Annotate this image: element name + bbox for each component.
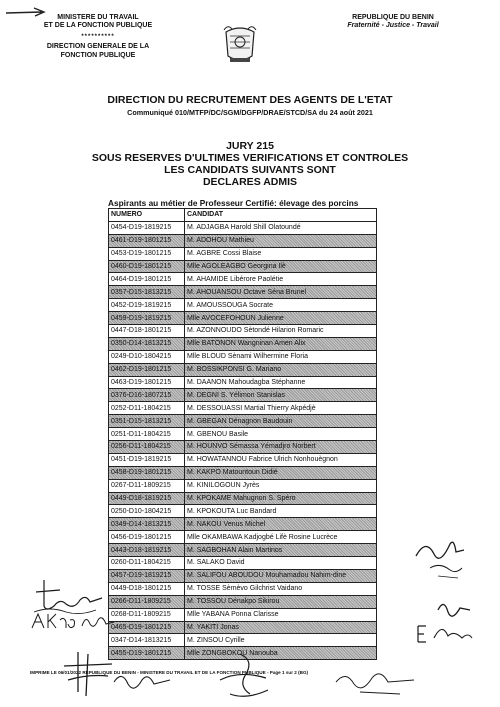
candidate-name: Mlle ZONGBOKOU Nanouba xyxy=(185,647,377,660)
table-row xyxy=(109,428,377,441)
candidate-name: M. AZONNOUDO Sètondé Hilarion Romaric xyxy=(185,325,377,338)
candidate-name: M. AMOUSSOUGA Socrate xyxy=(185,299,377,312)
table-row xyxy=(109,569,377,582)
candidate-name: M. GBEGAN Dénagnon Baudouin xyxy=(185,415,377,428)
column-header-numero: NUMERO xyxy=(109,209,185,222)
signature-bottom-right xyxy=(330,660,420,700)
table-row xyxy=(109,621,377,634)
ministry-line-1: MINISTERE DU TRAVAIL xyxy=(57,14,139,21)
jury-number: JURY 215 xyxy=(226,140,274,152)
candidate-number: 0267-D11-1809215 xyxy=(109,479,185,492)
table-row xyxy=(109,453,377,466)
signature-left-name xyxy=(28,608,118,634)
table-row xyxy=(109,221,377,234)
republic-name: REPUBLIQUE DU BENIN xyxy=(352,14,434,21)
candidate-number: 0376-D16-1807215 xyxy=(109,389,185,402)
candidate-name: M. DAANON Mahoudagba Stéphanne xyxy=(185,376,377,389)
table-row xyxy=(109,492,377,505)
candidate-number: 0266-D11-1809215 xyxy=(109,595,185,608)
candidate-number: 0449-D18-1819215 xyxy=(109,492,185,505)
direction-line-2: FONCTION PUBLIQUE xyxy=(60,51,136,59)
table-row xyxy=(109,466,377,479)
candidate-number: 0454-D19-1819215 xyxy=(109,221,185,234)
candidate-number: 0462-D19-1801215 xyxy=(109,363,185,376)
table-row xyxy=(109,389,377,402)
candidate-name: M. KAKPO Matountoun Didié xyxy=(185,466,377,479)
candidate-number: 0250-D10-1804215 xyxy=(109,505,185,518)
candidate-name: Mlle AVOCEFOHOUN Julienne xyxy=(185,312,377,325)
signature-bottom-center xyxy=(210,650,280,706)
candidate-number: 0452-D19-1819215 xyxy=(109,299,185,312)
table-row xyxy=(109,402,377,415)
table-row xyxy=(109,557,377,570)
candidate-number: 0463-D19-1801215 xyxy=(109,376,185,389)
candidate-number: 0251-D11-1804215 xyxy=(109,428,185,441)
table-header-row xyxy=(109,209,377,222)
candidate-name: M. KPOKOUTA Luc Bandard xyxy=(185,505,377,518)
signature-bottom-left xyxy=(58,646,178,704)
table-row xyxy=(109,582,377,595)
candidate-name: M. BOSSIKPONSI G. Mariano xyxy=(185,363,377,376)
candidate-number: 0453-D19-1801215 xyxy=(109,247,185,260)
table-row xyxy=(109,595,377,608)
jury-admitted-line: DECLARES ADMIS xyxy=(202,176,298,188)
candidate-name: M. ZINSOU Cyrille xyxy=(185,634,377,647)
direction-line-1: DIRECTION GENERALE DE LA xyxy=(46,43,150,51)
candidate-number: 0451-D19-1819215 xyxy=(109,453,185,466)
signature-right-bottom xyxy=(412,596,476,648)
candidate-number: 0456-D19-1801215 xyxy=(109,531,185,544)
candidate-number: 0443-D18-1819215 xyxy=(109,544,185,557)
column-header-candidat: CANDIDAT xyxy=(185,209,377,222)
republic-motto: Fraternité - Justice - Travail xyxy=(347,22,439,30)
table-row xyxy=(109,518,377,531)
candidate-number: 0351-D15-1813215 xyxy=(109,415,185,428)
ministry-line-2: ET DE LA FONCTION PUBLIQUE xyxy=(43,22,153,30)
candidate-name: M. DESSOUASSI Martial Thierry Akpédjè xyxy=(185,402,377,415)
table-row xyxy=(109,260,377,273)
candidate-number: 0465-D19-1801215 xyxy=(109,621,185,634)
table-row xyxy=(109,337,377,350)
candidate-number: 0357-D15-1813215 xyxy=(109,286,185,299)
candidate-number: 0447-D18-1801215 xyxy=(109,325,185,338)
jury-heading xyxy=(0,140,500,188)
table-row xyxy=(109,415,377,428)
ministry-header xyxy=(28,14,168,60)
jury-reserve-line: SOUS RESERVES D'ULTIMES VERIFICATIONS ET CONTROLES xyxy=(91,152,409,164)
communique-reference: Communiqué 010/MTFP/DC/SGM/DGFP/DRAE/STCD/SA du 24 août 2021 xyxy=(127,108,373,117)
table-body xyxy=(109,221,377,659)
table-row xyxy=(109,363,377,376)
candidate-name: M. ADOHOU Mathieu xyxy=(185,234,377,247)
candidate-name: M. SAGBOHAN Alain Martinos xyxy=(185,544,377,557)
candidate-number: 0349-D14-1813215 xyxy=(109,518,185,531)
table-row xyxy=(109,505,377,518)
candidate-number: 0455-D19-1801215 xyxy=(109,647,185,660)
candidate-name: M. AHAMIDE Libérore Paolétie xyxy=(185,273,377,286)
candidate-number: 0460-D19-1801215 xyxy=(109,260,185,273)
table-row xyxy=(109,634,377,647)
candidate-name: M. DEGNI S. Yélimon Stanislas xyxy=(185,389,377,402)
republic-seal-icon xyxy=(222,22,258,66)
candidate-number: 0457-D19-1819215 xyxy=(109,569,185,582)
table-row xyxy=(109,531,377,544)
table-row xyxy=(109,299,377,312)
candidate-name: M. TOSSOU Dénakpo Sikirou xyxy=(185,595,377,608)
candidate-name: M. KPOKAME Mahugnon S. Spéro xyxy=(185,492,377,505)
candidate-name: M. YAKITI Jonas xyxy=(185,621,377,634)
candidate-number: 0350-D14-1813215 xyxy=(109,337,185,350)
table-row xyxy=(109,273,377,286)
table-row xyxy=(109,247,377,260)
header-separator: ********** xyxy=(81,33,115,40)
candidate-name: M. AHOUANSOU Octave Séna Brunel xyxy=(185,286,377,299)
admitted-candidates-table xyxy=(108,208,377,660)
candidate-name: M. KINILOGOUN Jyrès xyxy=(185,479,377,492)
document-title: DIRECTION DU RECRUTEMENT DES AGENTS DE L'ETAT xyxy=(107,94,393,106)
candidate-name: M. SALIFOU ABOUDOU Mouhamadou Nahim-dine xyxy=(185,569,377,582)
candidate-number: 0461-D19-1801215 xyxy=(109,234,185,247)
table-row xyxy=(109,234,377,247)
print-footer: IMPRIME LE 06/01/2022 REPUBLIQUE DU BENIN - MINISTERE DU TRAVAIL ET DE LA FONCTION PUBLIQUE - Page 1 sur 2 (BG) xyxy=(30,670,309,675)
candidate-number: 0459-D19-1819215 xyxy=(109,312,185,325)
candidate-name: M. HOUNVO Sémassa Yémadjro Norbert xyxy=(185,441,377,454)
candidate-number: 0464-D19-1801215 xyxy=(109,273,185,286)
candidate-name: Mlle BATONON Wangninan Amen Alix xyxy=(185,337,377,350)
candidate-number: 0268-D11-1809215 xyxy=(109,608,185,621)
table-row xyxy=(109,544,377,557)
table-row xyxy=(109,376,377,389)
candidate-name: Mlle YABANA Ponna Clarisse xyxy=(185,608,377,621)
candidate-name: Mlle AGOLEAGBO Georgina Ilè xyxy=(185,260,377,273)
candidate-name: M. ADJAGBA Harold Shill Olatoundé xyxy=(185,221,377,234)
jury-candidates-line: LES CANDIDATS SUIVANTS SONT xyxy=(164,164,336,176)
candidate-number: 0252-D11-1804215 xyxy=(109,402,185,415)
candidate-number: 0249-D10-1804215 xyxy=(109,350,185,363)
table-row xyxy=(109,325,377,338)
candidate-name: M. TOSSE Sèmèvo Gilchrist Vaidano xyxy=(185,582,377,595)
aspirants-heading: Aspirants au métier de Professeur Certifié: élevage des porcins xyxy=(108,198,359,208)
candidate-number: 0256-D11-1804215 xyxy=(109,441,185,454)
candidate-name: Mlle OKAMBAWA Kadjogbé Lifè Rosine Lucrèce xyxy=(185,531,377,544)
table-row xyxy=(109,441,377,454)
candidate-number: 0458-D19-1801215 xyxy=(109,466,185,479)
table-row xyxy=(109,608,377,621)
candidate-name: M. GBENOU Basile xyxy=(185,428,377,441)
signature-right-top xyxy=(410,534,470,584)
table-row xyxy=(109,312,377,325)
candidate-number: 0260-D11-1804215 xyxy=(109,557,185,570)
table-row xyxy=(109,350,377,363)
candidate-name: M. AGBRE Cossi Blaise xyxy=(185,247,377,260)
candidate-name: M. HOWATANNOU Fabrice Ulrich Nonhouègnon xyxy=(185,453,377,466)
candidate-number: 0347-D14-1813215 xyxy=(109,634,185,647)
candidate-name: Mlle BLOUD Sènami Wilhermine Floria xyxy=(185,350,377,363)
candidate-name: M. SALAKO David xyxy=(185,557,377,570)
candidate-number: 0449-D18-1801215 xyxy=(109,582,185,595)
republic-header xyxy=(318,14,468,31)
table-row xyxy=(109,479,377,492)
candidate-name: M. NAKOU Venus Michel xyxy=(185,518,377,531)
table-row xyxy=(109,286,377,299)
